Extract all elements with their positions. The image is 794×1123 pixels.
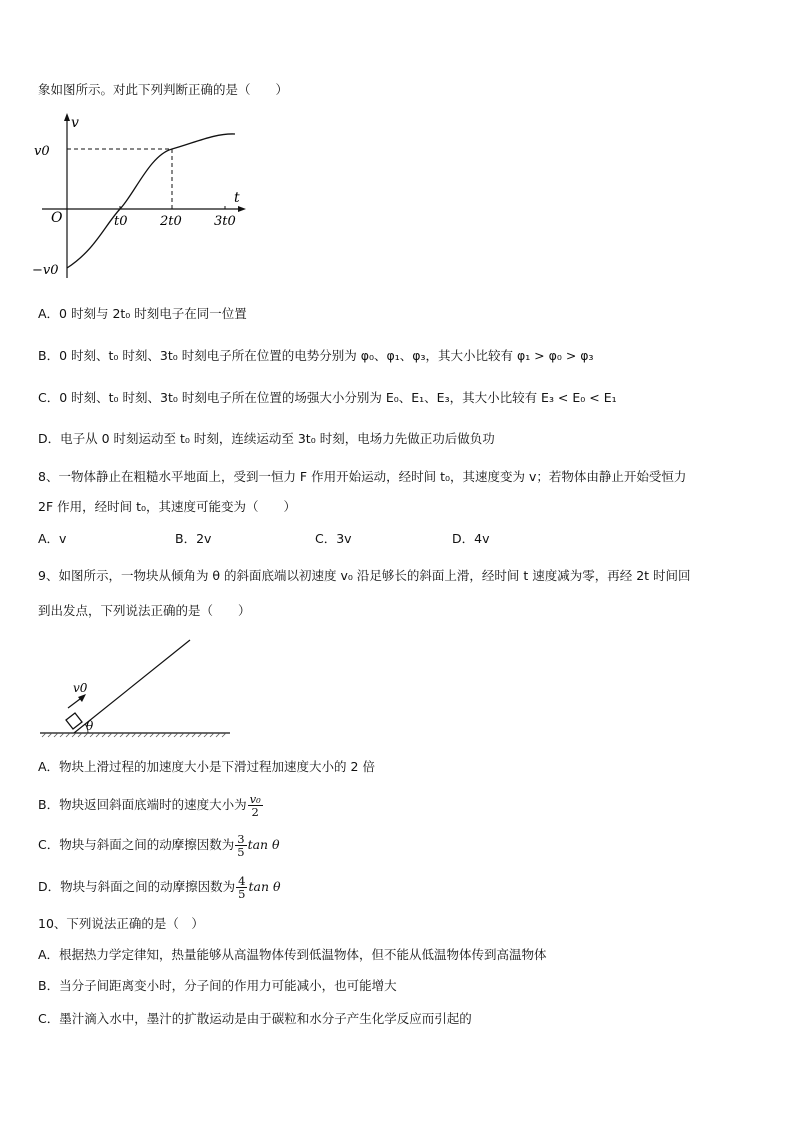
q9-option-d-text: D．物块与斜面之间的动摩擦因数为	[38, 879, 236, 894]
graph-tick-3t0: 3t0	[214, 214, 236, 229]
q10-option-a: A．根据热力学定律知，热量能够从高温物体传到低温物体，但不能从低温物体传到高温物体	[38, 947, 547, 962]
q9-option-d-fraction: $\frac{4}{5}$	[238, 874, 246, 901]
q8-option-b: B．2v	[175, 531, 212, 546]
q10-option-b: B．当分子间距离变小时，分子间的作用力可能减小，也可能增大	[38, 978, 397, 993]
q9-option-d	[38, 872, 281, 902]
q9-option-c-fraction: $\frac{3}{5}$	[237, 832, 245, 859]
q9-option-c	[38, 830, 280, 860]
q9-stem-line1: 9、如图所示，一物块从倾角为 θ 的斜面底端以初速度 v₀ 沿足够长的斜面上滑，经时间 t 速度减为零，再经 2t 时间回	[38, 568, 691, 583]
q9-option-b	[38, 790, 264, 820]
q7-option-c: C．0 时刻、t₀ 时刻、3t₀ 时刻电子所在位置的场强大小分别为 E₀、E₁、E₃，其大小比较有 E₃ < E₀ < E₁	[38, 390, 617, 405]
incline-diagram	[36, 634, 236, 744]
q7-stem: 象如图所示。对此下列判断正确的是（ ）	[38, 82, 289, 97]
graph-neg-v0-label: −v0	[32, 263, 59, 278]
velocity-time-graph	[30, 110, 250, 285]
q8-stem-line1: 8、一物体静止在粗糙水平地面上，受到一恒力 F 作用开始运动，经时间 t₀，其速度变为 v；若物体由静止开始受恒力	[38, 469, 687, 484]
q9-option-c-text: C．物块与斜面之间的动摩擦因数为	[38, 837, 235, 852]
incline-v0-label: v0	[73, 681, 88, 695]
q8-stem-line2: 2F 作用，经时间 t₀，其速度可能变为（ ）	[38, 499, 297, 514]
graph-v0-label: v0	[34, 144, 50, 159]
graph-origin-label: O	[51, 210, 63, 226]
q7-option-b: B．0 时刻、t₀ 时刻、3t₀ 时刻电子所在位置的电势分别为 φ₀、φ₁、φ₃，其大小比较有 φ₁ > φ₀ > φ₃	[38, 348, 594, 363]
q9-option-c-tail: tan θ	[247, 837, 280, 852]
q9-option-b-fraction: $\frac{\text{v₀}}{2}$	[249, 792, 261, 819]
graph-x-axis-label: t	[234, 190, 240, 206]
q8-option-d: D．4v	[452, 531, 490, 546]
q7-option-d: D．电子从 0 时刻运动至 t₀ 时刻，连续运动至 3t₀ 时刻，电场力先做正功后做负功	[38, 431, 495, 446]
q9-option-b-text: B．物块返回斜面底端时的速度大小为	[38, 797, 247, 812]
q9-option-d-tail: tan θ	[248, 879, 281, 894]
q9-option-a: A．物块上滑过程的加速度大小是下滑过程加速度大小的 2 倍	[38, 759, 375, 774]
q7-option-a: A．0 时刻与 2t₀ 时刻电子在同一位置	[38, 306, 247, 321]
q8-option-a: A．v	[38, 531, 67, 546]
q8-option-c: C．3v	[315, 531, 352, 546]
graph-y-axis-label: v	[71, 115, 79, 131]
q10-option-c: C．墨汁滴入水中，墨汁的扩散运动是由于碳粒和水分子产生化学反应而引起的	[38, 1011, 472, 1026]
graph-tick-2t0: 2t0	[160, 214, 182, 229]
q10-stem: 10、下列说法正确的是（ ）	[38, 916, 204, 931]
graph-tick-t0: t0	[114, 214, 128, 229]
incline-angle-label: θ	[86, 719, 94, 733]
q9-stem-line2: 到出发点，下列说法正确的是（ ）	[38, 603, 251, 618]
